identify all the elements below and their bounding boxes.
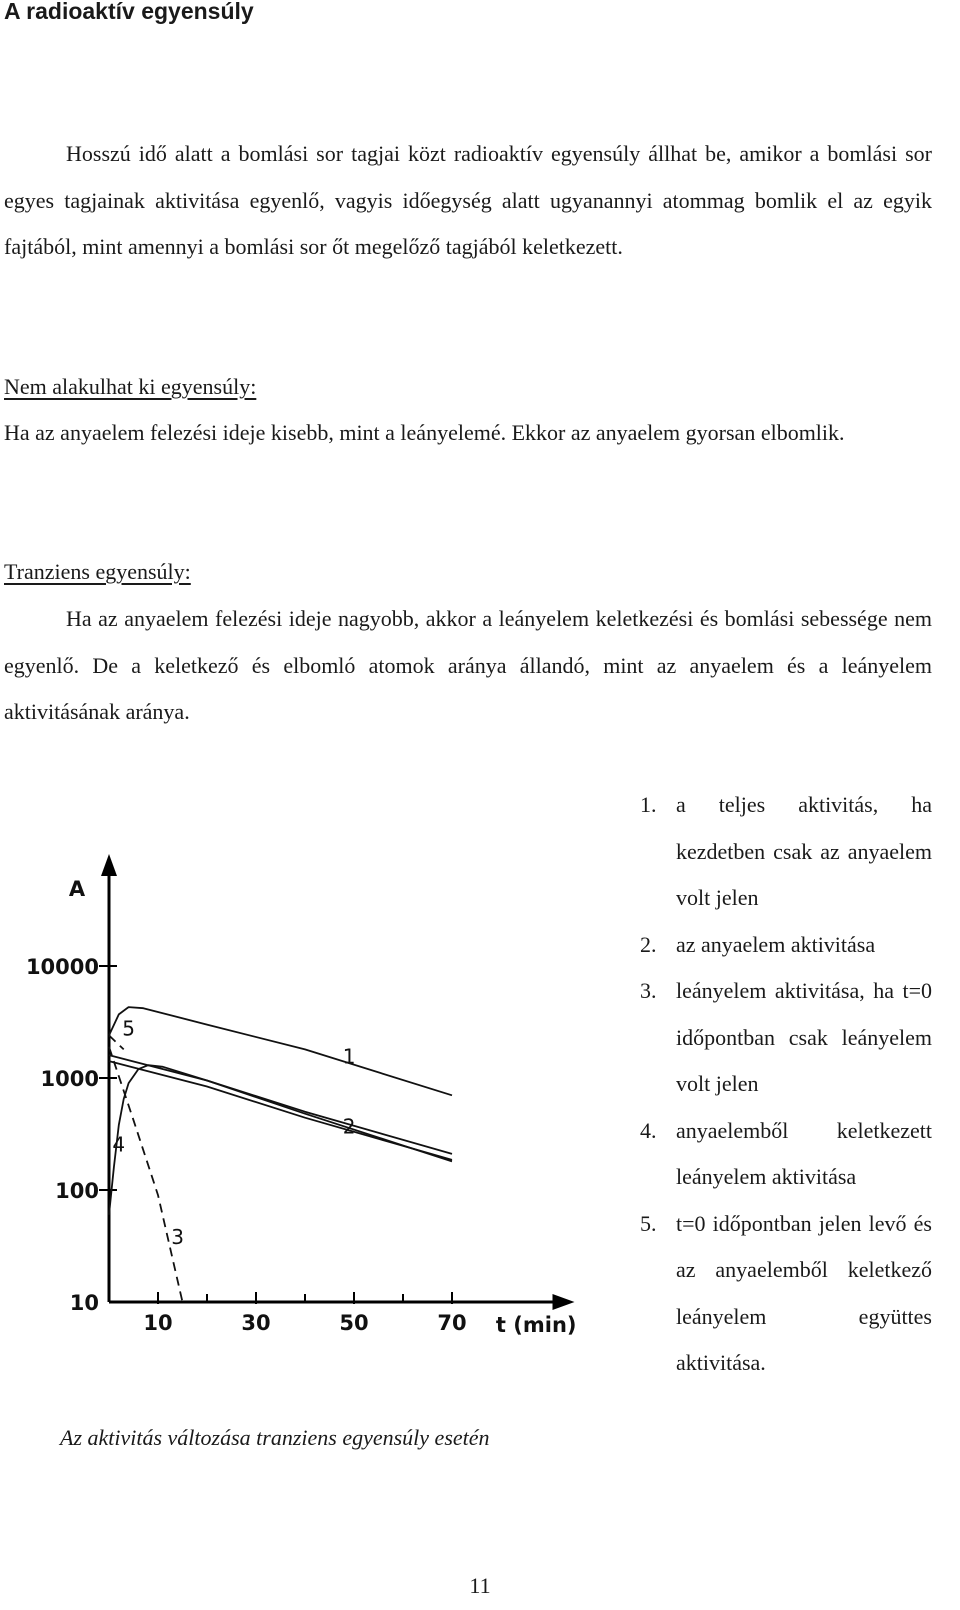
curve-3: [109, 1047, 183, 1302]
no-equilibrium-text: Ha az anyaelem felezési ideje kisebb, mint a leányelemé. Ekkor az anyaelem gyorsan elbomlik.: [4, 420, 845, 445]
legend-item-text: a teljes aktivitás, ha kezdetben csak az anyaelem volt jelen: [676, 792, 932, 910]
legend-item-number: 1.: [640, 792, 657, 817]
x-tick-label-50: 50: [339, 1311, 369, 1335]
legend-item-2: [640, 922, 932, 969]
curve-label-1: 1: [342, 1044, 356, 1069]
legend-item-4: [640, 1108, 932, 1201]
y-tick-label-100: 100: [55, 1179, 99, 1203]
x-tick-label-30: 30: [241, 1311, 271, 1335]
legend-item-text: az anyaelem aktivitása: [676, 931, 876, 957]
y-tick-label-10000: 10000: [25, 955, 99, 979]
curve-label-5: 5: [122, 1016, 135, 1041]
curve-label-3: 3: [171, 1224, 184, 1249]
y-tick-label-10: 10: [69, 1291, 99, 1315]
y-tick-label-1000: 1000: [40, 1067, 99, 1091]
transient-heading: Tranziens egyensúly:: [4, 559, 191, 584]
legend-item-number: 2.: [640, 931, 657, 957]
page-title: A radioaktív egyensúly: [4, 0, 254, 24]
x-tick-label-70: 70: [437, 1311, 467, 1335]
curve-label-4: 4: [112, 1132, 126, 1157]
legend-item-text: leányelem aktivitása, ha t=0 időpontban csak leányelem volt jelen: [676, 978, 932, 1096]
intro-paragraph: Hosszú idő alatt a bomlási sor tagjai közt radioaktív egyensúly állhat be, amikor a bomlási sor egyes tagjainak aktivitása egyenlő, vagyis időegység alatt ugyanannyi atommag bomlik el az egyik fajtából, mint amennyi a bomlási sor őt megelőző tagjából keletkezett.: [4, 141, 932, 259]
no-equilibrium-heading: Nem alakulhat ki egyensúly:: [4, 374, 257, 399]
chart-caption: Az aktivitás változása tranziens egyensúly esetén: [60, 1425, 490, 1450]
legend-item-5: [640, 1201, 932, 1387]
page-number: 11: [469, 1573, 491, 1598]
curve-label-2: 2: [342, 1114, 356, 1139]
activity-chart: [20, 850, 590, 1390]
y-axis-title: A: [68, 877, 86, 901]
x-tick-label-10: 10: [143, 1311, 173, 1335]
curve-legend: [640, 782, 932, 1387]
x-axis-title: t (min): [495, 1313, 577, 1337]
legend-item-text: anyaelemből keletkezett leányelem aktivitása: [676, 1117, 932, 1189]
legend-item-text: t=0 időpontban jelen levő és az anyaelemből keletkező leányelem együttes aktivitása.: [676, 1210, 932, 1375]
legend-item-3: [640, 968, 932, 1108]
legend-item-1: [640, 782, 932, 922]
legend-item-number: 5.: [640, 1210, 657, 1236]
curve-1: [109, 1007, 452, 1095]
legend-item-number: 4.: [640, 1117, 657, 1143]
transient-text: Ha az anyaelem felezési ideje nagyobb, akkor a leányelem keletkezési és bomlási sebessége nem egyenlő. De a keletkező és elbomló atomok aránya állandó, mint az anyaelem és a leányelem aktivitásának aránya.: [4, 606, 932, 724]
x-axis-arrow: [553, 1294, 575, 1310]
y-axis-arrow: [101, 854, 117, 876]
legend-item-number: 3.: [640, 978, 657, 1003]
